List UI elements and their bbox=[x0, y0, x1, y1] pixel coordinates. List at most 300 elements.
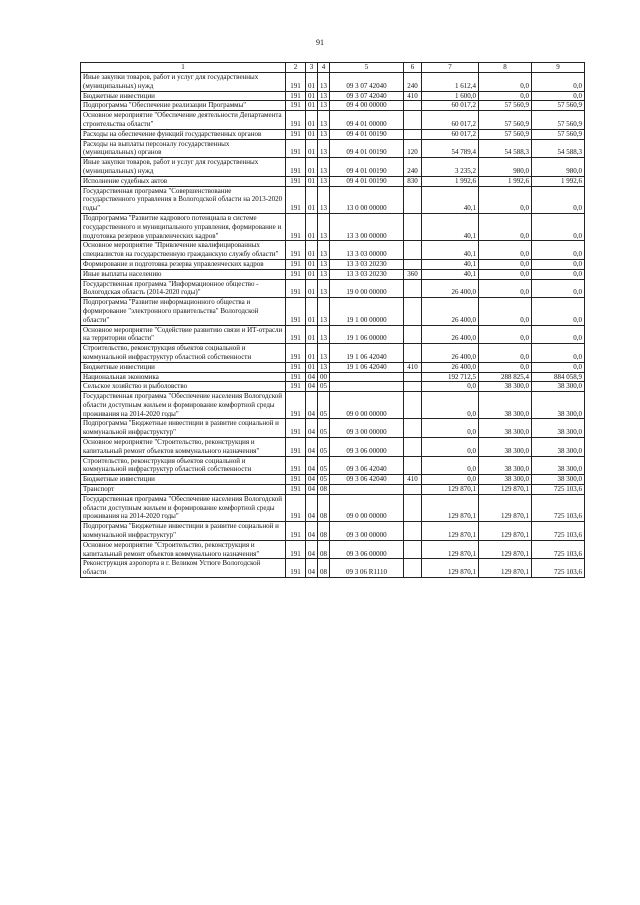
amount-col7: 26 400,0 bbox=[422, 279, 479, 298]
expense-type-code: 410 bbox=[404, 362, 422, 372]
target-article-code: 13 0 00 00000 bbox=[330, 186, 404, 213]
row-name: Основное мероприятие "Привлечение квалифицированных специалистов на государственную гражданскую службу области" bbox=[81, 241, 286, 260]
subsection-code: 13 bbox=[318, 298, 330, 325]
amount-col7: 129 870,1 bbox=[422, 485, 479, 495]
target-article-code: 13 3 03 20230 bbox=[330, 269, 404, 279]
target-article-code: 09 3 07 42040 bbox=[330, 73, 404, 92]
subsection-code: 13 bbox=[318, 279, 330, 298]
amount-col8: 1 992,6 bbox=[479, 176, 532, 186]
section-code: 04 bbox=[306, 372, 318, 382]
header-cell: 7 bbox=[422, 63, 479, 73]
amount-col8: 129 870,1 bbox=[479, 494, 532, 521]
target-article-code: 09 4 01 00190 bbox=[330, 139, 404, 158]
grbs-code: 191 bbox=[286, 392, 306, 419]
subsection-code: 13 bbox=[318, 213, 330, 240]
row-name: Бюджетные инвестиции bbox=[81, 475, 286, 485]
table-row bbox=[81, 456, 585, 475]
amount-col8: 0,0 bbox=[479, 241, 532, 260]
row-name: Подпрограмма "Развитие информационного общества и формирование "электронного правительства" Вологодской области" bbox=[81, 298, 286, 325]
expense-type-code: 240 bbox=[404, 73, 422, 92]
subsection-code: 00 bbox=[318, 372, 330, 382]
row-name: Формирование и подготовка резерва управленческих кадров bbox=[81, 259, 286, 269]
subsection-code: 13 bbox=[318, 158, 330, 177]
amount-col8: 0,0 bbox=[479, 362, 532, 372]
expense-type-code bbox=[404, 129, 422, 139]
expense-type-code: 120 bbox=[404, 139, 422, 158]
target-article-code: 09 3 06 R1110 bbox=[330, 559, 404, 578]
expense-type-code bbox=[404, 298, 422, 325]
target-article-code: 09 4 00 00000 bbox=[330, 101, 404, 111]
table-row bbox=[81, 73, 585, 92]
row-name: Бюджетные инвестиции bbox=[81, 91, 286, 101]
budget-table bbox=[80, 62, 585, 578]
row-name: Подпрограмма "Бюджетные инвестиции в развитие социальной и коммунальной инфраструктур" bbox=[81, 522, 286, 541]
expense-type-code bbox=[404, 419, 422, 438]
subsection-code: 13 bbox=[318, 325, 330, 344]
grbs-code: 191 bbox=[286, 73, 306, 92]
row-name: Исполнение судебных актов bbox=[81, 176, 286, 186]
row-name: Подпрограмма "Бюджетные инвестиции в развитие социальной и коммунальной инфраструктур" bbox=[81, 419, 286, 438]
table-row bbox=[81, 485, 585, 495]
grbs-code: 191 bbox=[286, 269, 306, 279]
target-article-code: 09 0 00 00000 bbox=[330, 392, 404, 419]
row-name: Транспорт bbox=[81, 485, 286, 495]
section-code: 04 bbox=[306, 392, 318, 419]
row-name: Национальная экономика bbox=[81, 372, 286, 382]
subsection-code: 05 bbox=[318, 382, 330, 392]
grbs-code: 191 bbox=[286, 176, 306, 186]
table-row bbox=[81, 522, 585, 541]
row-name: Реконструкция аэропорта в г. Великом Устюге Вологодской области bbox=[81, 559, 286, 578]
table-row bbox=[81, 129, 585, 139]
section-code: 04 bbox=[306, 475, 318, 485]
subsection-code: 05 bbox=[318, 438, 330, 457]
subsection-code: 13 bbox=[318, 73, 330, 92]
section-code: 01 bbox=[306, 362, 318, 372]
grbs-code: 191 bbox=[286, 362, 306, 372]
amount-col9: 725 103,6 bbox=[532, 522, 585, 541]
expense-type-code bbox=[404, 438, 422, 457]
target-article-code: 13 3 00 00000 bbox=[330, 213, 404, 240]
table-row bbox=[81, 325, 585, 344]
row-name: Расходы на обеспечение функций государственных органов bbox=[81, 129, 286, 139]
row-name: Иные выплаты населению bbox=[81, 269, 286, 279]
section-code: 01 bbox=[306, 158, 318, 177]
table-row bbox=[81, 438, 585, 457]
target-article-code: 09 4 01 00000 bbox=[330, 111, 404, 130]
grbs-code: 191 bbox=[286, 559, 306, 578]
amount-col9: 725 103,6 bbox=[532, 559, 585, 578]
amount-col7: 40,1 bbox=[422, 213, 479, 240]
expense-type-code: 410 bbox=[404, 91, 422, 101]
expense-type-code: 410 bbox=[404, 475, 422, 485]
expense-type-code bbox=[404, 213, 422, 240]
expense-type-code bbox=[404, 382, 422, 392]
amount-col9: 0,0 bbox=[532, 362, 585, 372]
expense-type-code bbox=[404, 325, 422, 344]
expense-type-code bbox=[404, 522, 422, 541]
amount-col8: 38 300,0 bbox=[479, 392, 532, 419]
table-row bbox=[81, 213, 585, 240]
amount-col9: 57 560,9 bbox=[532, 101, 585, 111]
amount-col9: 884 058,9 bbox=[532, 372, 585, 382]
table-row bbox=[81, 382, 585, 392]
amount-col7: 54 789,4 bbox=[422, 139, 479, 158]
amount-col7: 0,0 bbox=[422, 392, 479, 419]
expense-type-code bbox=[404, 344, 422, 363]
row-name: Основное мероприятие "Содействие развитию связи и ИТ-отрасли на территории области" bbox=[81, 325, 286, 344]
amount-col8: 38 300,0 bbox=[479, 456, 532, 475]
amount-col8: 57 560,9 bbox=[479, 129, 532, 139]
row-name: Сельское хозяйство и рыболовство bbox=[81, 382, 286, 392]
header-cell: 4 bbox=[318, 63, 330, 73]
target-article-code: 09 3 06 00000 bbox=[330, 540, 404, 559]
expense-type-code bbox=[404, 241, 422, 260]
row-name: Строительство, реконструкция объектов социальной и коммунальной инфраструктур областной собственности bbox=[81, 344, 286, 363]
grbs-code: 191 bbox=[286, 279, 306, 298]
section-code: 01 bbox=[306, 73, 318, 92]
header-cell: 1 bbox=[81, 63, 286, 73]
row-name: Государственная программа "Обеспечение населения Вологодской области доступным жильем и формирование комфортной среды проживания на 2014-2020 годы" bbox=[81, 494, 286, 521]
row-name: Подпрограмма "Обеспечение реализации Программы" bbox=[81, 101, 286, 111]
section-code: 01 bbox=[306, 101, 318, 111]
table-row bbox=[81, 176, 585, 186]
row-name: Бюджетные инвестиции bbox=[81, 362, 286, 372]
target-article-code bbox=[330, 382, 404, 392]
expense-type-code bbox=[404, 279, 422, 298]
target-article-code: 13 3 03 00000 bbox=[330, 241, 404, 260]
target-article-code: 09 3 06 42040 bbox=[330, 475, 404, 485]
amount-col9: 980,0 bbox=[532, 158, 585, 177]
amount-col9: 54 588,3 bbox=[532, 139, 585, 158]
table-row bbox=[81, 298, 585, 325]
table-row bbox=[81, 344, 585, 363]
section-code: 01 bbox=[306, 344, 318, 363]
amount-col9: 0,0 bbox=[532, 186, 585, 213]
section-code: 01 bbox=[306, 259, 318, 269]
grbs-code: 191 bbox=[286, 522, 306, 541]
expense-type-code: 360 bbox=[404, 269, 422, 279]
table-row bbox=[81, 139, 585, 158]
amount-col9: 725 103,6 bbox=[532, 494, 585, 521]
amount-col8: 38 300,0 bbox=[479, 382, 532, 392]
amount-col7: 40,1 bbox=[422, 241, 479, 260]
amount-col9: 57 560,9 bbox=[532, 129, 585, 139]
grbs-code: 191 bbox=[286, 438, 306, 457]
target-article-code: 09 3 00 00000 bbox=[330, 522, 404, 541]
section-code: 04 bbox=[306, 456, 318, 475]
subsection-code: 13 bbox=[318, 129, 330, 139]
amount-col7: 40,1 bbox=[422, 259, 479, 269]
section-code: 04 bbox=[306, 522, 318, 541]
subsection-code: 08 bbox=[318, 494, 330, 521]
header-cell: 5 bbox=[330, 63, 404, 73]
header-cell: 3 bbox=[306, 63, 318, 73]
target-article-code: 09 4 01 00190 bbox=[330, 129, 404, 139]
amount-col7: 0,0 bbox=[422, 382, 479, 392]
amount-col7: 192 712,5 bbox=[422, 372, 479, 382]
row-name: Основное мероприятие "Строительство, реконструкция и капитальный ремонт объектов коммунального назначения" bbox=[81, 540, 286, 559]
table-row bbox=[81, 540, 585, 559]
section-code: 01 bbox=[306, 91, 318, 101]
section-code: 04 bbox=[306, 419, 318, 438]
grbs-code: 191 bbox=[286, 456, 306, 475]
amount-col8: 0,0 bbox=[479, 91, 532, 101]
amount-col8: 0,0 bbox=[479, 186, 532, 213]
amount-col9: 0,0 bbox=[532, 325, 585, 344]
subsection-code: 13 bbox=[318, 91, 330, 101]
expense-type-code bbox=[404, 456, 422, 475]
table-row bbox=[81, 241, 585, 260]
row-name: Основное мероприятие "Обеспечение деятельности Департамента строительства области" bbox=[81, 111, 286, 130]
amount-col8: 38 300,0 bbox=[479, 438, 532, 457]
row-name: Государственная программа "Совершенствование государственного управления в Вологодской области на 2013-2020 годы" bbox=[81, 186, 286, 213]
amount-col8: 57 560,9 bbox=[479, 111, 532, 130]
table-body bbox=[81, 63, 585, 578]
grbs-code: 191 bbox=[286, 139, 306, 158]
section-code: 01 bbox=[306, 129, 318, 139]
amount-col7: 129 870,1 bbox=[422, 540, 479, 559]
amount-col8: 129 870,1 bbox=[479, 485, 532, 495]
amount-col8: 54 588,3 bbox=[479, 139, 532, 158]
amount-col9: 725 103,6 bbox=[532, 485, 585, 495]
section-code: 01 bbox=[306, 111, 318, 130]
amount-col8: 129 870,1 bbox=[479, 559, 532, 578]
subsection-code: 13 bbox=[318, 259, 330, 269]
amount-col7: 0,0 bbox=[422, 419, 479, 438]
section-code: 01 bbox=[306, 279, 318, 298]
amount-col7: 129 870,1 bbox=[422, 522, 479, 541]
amount-col7: 40,1 bbox=[422, 186, 479, 213]
section-code: 04 bbox=[306, 494, 318, 521]
amount-col8: 0,0 bbox=[479, 344, 532, 363]
table-row bbox=[81, 259, 585, 269]
amount-col8: 0,0 bbox=[479, 279, 532, 298]
amount-col8: 129 870,1 bbox=[479, 522, 532, 541]
amount-col9: 0,0 bbox=[532, 269, 585, 279]
table-row bbox=[81, 111, 585, 130]
expense-type-code bbox=[404, 392, 422, 419]
grbs-code: 191 bbox=[286, 372, 306, 382]
section-code: 01 bbox=[306, 186, 318, 213]
amount-col9: 0,0 bbox=[532, 91, 585, 101]
table-row bbox=[81, 392, 585, 419]
subsection-code: 05 bbox=[318, 456, 330, 475]
expense-type-code: 830 bbox=[404, 176, 422, 186]
amount-col7: 3 235,2 bbox=[422, 158, 479, 177]
subsection-code: 08 bbox=[318, 522, 330, 541]
row-name: Подпрограмма "Развитие кадрового потенциала в системе государственного и муниципального управления, формирование и подготовка резервов управленческих кадров" bbox=[81, 213, 286, 240]
amount-col7: 26 400,0 bbox=[422, 362, 479, 372]
expense-type-code bbox=[404, 540, 422, 559]
amount-col9: 0,0 bbox=[532, 279, 585, 298]
grbs-code: 191 bbox=[286, 382, 306, 392]
subsection-code: 05 bbox=[318, 419, 330, 438]
table-row bbox=[81, 279, 585, 298]
grbs-code: 191 bbox=[286, 186, 306, 213]
table-row bbox=[81, 91, 585, 101]
grbs-code: 191 bbox=[286, 241, 306, 260]
expense-type-code: 240 bbox=[404, 158, 422, 177]
section-code: 04 bbox=[306, 485, 318, 495]
grbs-code: 191 bbox=[286, 325, 306, 344]
amount-col9: 38 300,0 bbox=[532, 475, 585, 485]
row-name: Расходы на выплаты персоналу государственных (муниципальных) органов bbox=[81, 139, 286, 158]
header-cell: 9 bbox=[532, 63, 585, 73]
expense-type-code bbox=[404, 372, 422, 382]
amount-col9: 0,0 bbox=[532, 241, 585, 260]
target-article-code: 19 1 00 00000 bbox=[330, 298, 404, 325]
page-number: 91 bbox=[316, 38, 324, 47]
target-article-code: 09 3 00 00000 bbox=[330, 419, 404, 438]
amount-col9: 38 300,0 bbox=[532, 392, 585, 419]
table-row bbox=[81, 269, 585, 279]
header-row bbox=[81, 63, 585, 73]
amount-col9: 0,0 bbox=[532, 73, 585, 92]
amount-col9: 0,0 bbox=[532, 213, 585, 240]
section-code: 01 bbox=[306, 139, 318, 158]
subsection-code: 13 bbox=[318, 111, 330, 130]
amount-col9: 38 300,0 bbox=[532, 456, 585, 475]
amount-col8: 0,0 bbox=[479, 325, 532, 344]
row-name: Иные закупки товаров, работ и услуг для государственных (муниципальных) нужд bbox=[81, 73, 286, 92]
subsection-code: 08 bbox=[318, 559, 330, 578]
amount-col8: 288 825,4 bbox=[479, 372, 532, 382]
subsection-code: 13 bbox=[318, 139, 330, 158]
target-article-code: 09 4 01 00190 bbox=[330, 176, 404, 186]
amount-col8: 0,0 bbox=[479, 73, 532, 92]
amount-col8: 129 870,1 bbox=[479, 540, 532, 559]
amount-col7: 0,0 bbox=[422, 438, 479, 457]
amount-col9: 0,0 bbox=[532, 344, 585, 363]
amount-col8: 0,0 bbox=[479, 259, 532, 269]
grbs-code: 191 bbox=[286, 259, 306, 269]
grbs-code: 191 bbox=[286, 540, 306, 559]
amount-col7: 26 400,0 bbox=[422, 298, 479, 325]
target-article-code: 09 3 06 00000 bbox=[330, 438, 404, 457]
row-name: Государственная программа "Обеспечение населения Вологодской области доступным жильем и формирование комфортной среды проживания на 2014-2020 годы" bbox=[81, 392, 286, 419]
table-row bbox=[81, 158, 585, 177]
grbs-code: 191 bbox=[286, 344, 306, 363]
row-name: Иные закупки товаров, работ и услуг для государственных (муниципальных) нужд bbox=[81, 158, 286, 177]
target-article-code: 19 1 06 42040 bbox=[330, 362, 404, 372]
table-row bbox=[81, 101, 585, 111]
table-row bbox=[81, 372, 585, 382]
amount-col9: 38 300,0 bbox=[532, 382, 585, 392]
subsection-code: 13 bbox=[318, 344, 330, 363]
amount-col9: 38 300,0 bbox=[532, 419, 585, 438]
subsection-code: 13 bbox=[318, 362, 330, 372]
table-row bbox=[81, 186, 585, 213]
grbs-code: 191 bbox=[286, 485, 306, 495]
amount-col7: 129 870,1 bbox=[422, 494, 479, 521]
amount-col7: 129 870,1 bbox=[422, 559, 479, 578]
amount-col7: 60 017,2 bbox=[422, 111, 479, 130]
subsection-code: 05 bbox=[318, 392, 330, 419]
subsection-code: 13 bbox=[318, 241, 330, 260]
section-code: 01 bbox=[306, 298, 318, 325]
header-cell: 8 bbox=[479, 63, 532, 73]
grbs-code: 191 bbox=[286, 475, 306, 485]
table-row bbox=[81, 475, 585, 485]
header-cell: 2 bbox=[286, 63, 306, 73]
amount-col7: 1 612,4 bbox=[422, 73, 479, 92]
amount-col8: 57 560,9 bbox=[479, 101, 532, 111]
section-code: 01 bbox=[306, 269, 318, 279]
amount-col7: 0,0 bbox=[422, 475, 479, 485]
grbs-code: 191 bbox=[286, 91, 306, 101]
amount-col9: 57 560,9 bbox=[532, 111, 585, 130]
grbs-code: 191 bbox=[286, 213, 306, 240]
amount-col7: 60 017,2 bbox=[422, 101, 479, 111]
table-row bbox=[81, 494, 585, 521]
subsection-code: 08 bbox=[318, 540, 330, 559]
amount-col8: 0,0 bbox=[479, 213, 532, 240]
grbs-code: 191 bbox=[286, 111, 306, 130]
row-name: Государственная программа "Информационное общество - Вологодская область (2014-2020 годы)" bbox=[81, 279, 286, 298]
amount-col7: 1 992,6 bbox=[422, 176, 479, 186]
target-article-code: 09 3 07 42040 bbox=[330, 91, 404, 101]
subsection-code: 08 bbox=[318, 485, 330, 495]
target-article-code bbox=[330, 485, 404, 495]
section-code: 01 bbox=[306, 213, 318, 240]
row-name: Строительство, реконструкция объектов социальной и коммунальной инфраструктур областной собственности bbox=[81, 456, 286, 475]
expense-type-code bbox=[404, 485, 422, 495]
table-row bbox=[81, 362, 585, 372]
grbs-code: 191 bbox=[286, 494, 306, 521]
amount-col7: 26 400,0 bbox=[422, 344, 479, 363]
section-code: 04 bbox=[306, 540, 318, 559]
expense-type-code bbox=[404, 559, 422, 578]
section-code: 04 bbox=[306, 438, 318, 457]
section-code: 01 bbox=[306, 241, 318, 260]
subsection-code: 13 bbox=[318, 269, 330, 279]
target-article-code: 13 3 03 20230 bbox=[330, 259, 404, 269]
table-row bbox=[81, 419, 585, 438]
grbs-code: 191 bbox=[286, 129, 306, 139]
table-row bbox=[81, 559, 585, 578]
expense-type-code bbox=[404, 101, 422, 111]
amount-col7: 26 400,0 bbox=[422, 325, 479, 344]
row-name: Основное мероприятие "Строительство, реконструкция и капитальный ремонт объектов коммунального назначения" bbox=[81, 438, 286, 457]
header-cell: 6 bbox=[404, 63, 422, 73]
section-code: 04 bbox=[306, 382, 318, 392]
target-article-code bbox=[330, 372, 404, 382]
amount-col9: 0,0 bbox=[532, 298, 585, 325]
grbs-code: 191 bbox=[286, 419, 306, 438]
expense-type-code bbox=[404, 186, 422, 213]
target-article-code: 19 1 06 42040 bbox=[330, 344, 404, 363]
amount-col7: 1 600,0 bbox=[422, 91, 479, 101]
target-article-code: 19 1 06 00000 bbox=[330, 325, 404, 344]
amount-col7: 40,1 bbox=[422, 269, 479, 279]
section-code: 01 bbox=[306, 176, 318, 186]
target-article-code: 09 3 06 42040 bbox=[330, 456, 404, 475]
amount-col9: 0,0 bbox=[532, 259, 585, 269]
target-article-code: 09 0 00 00000 bbox=[330, 494, 404, 521]
amount-col9: 725 103,6 bbox=[532, 540, 585, 559]
target-article-code: 19 0 00 00000 bbox=[330, 279, 404, 298]
amount-col7: 60 017,2 bbox=[422, 129, 479, 139]
amount-col7: 0,0 bbox=[422, 456, 479, 475]
expense-type-code bbox=[404, 259, 422, 269]
expense-type-code bbox=[404, 111, 422, 130]
grbs-code: 191 bbox=[286, 101, 306, 111]
subsection-code: 13 bbox=[318, 176, 330, 186]
amount-col8: 0,0 bbox=[479, 298, 532, 325]
amount-col9: 1 992,6 bbox=[532, 176, 585, 186]
section-code: 04 bbox=[306, 559, 318, 578]
